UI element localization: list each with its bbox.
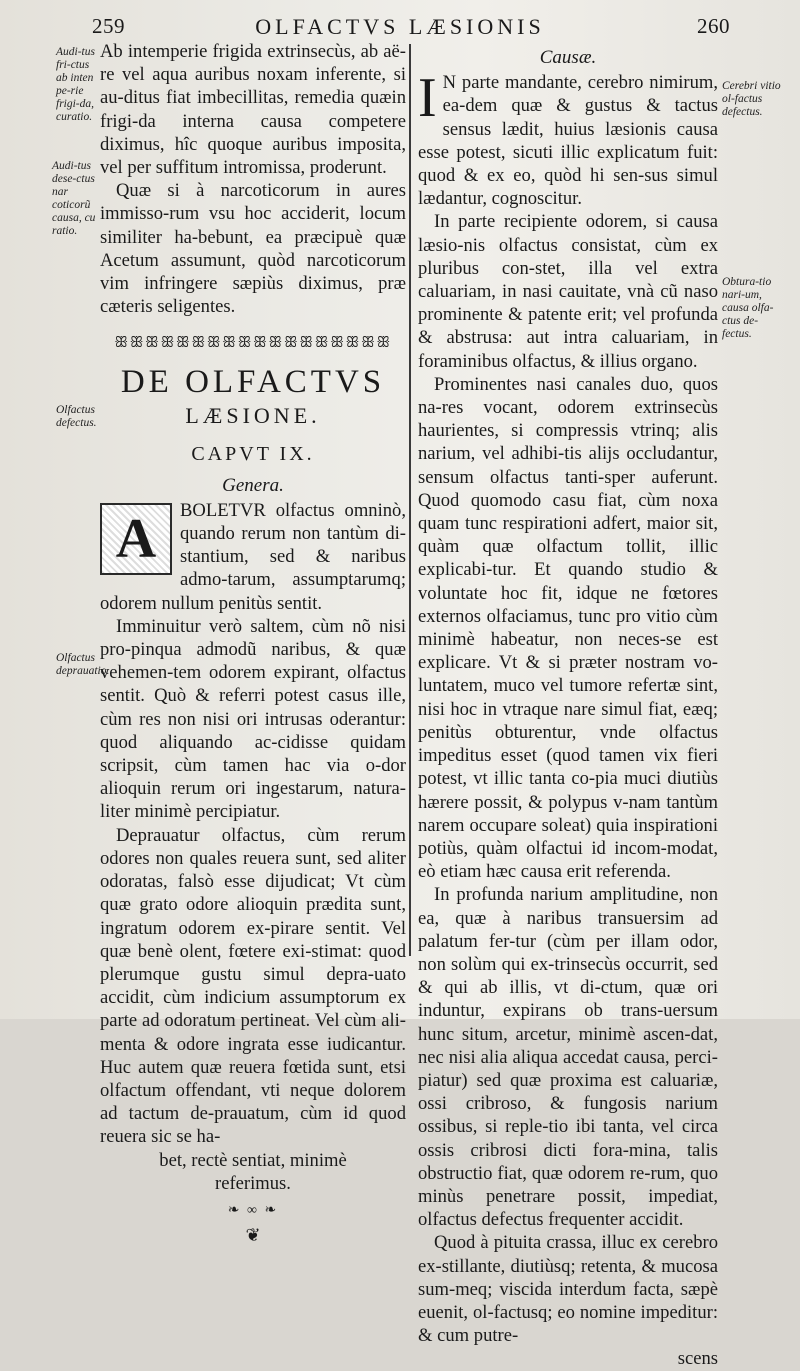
- left-page-number: 259: [92, 14, 125, 38]
- chapter-number: CAPVT IX.: [191, 442, 315, 465]
- right-paragraph-2: In parte recipiente odorem, si causa læsio-nis olfactus consistat, cùm ex pluribus con-stet, illa vel extra caluariam, in nasi cauitate, vnà cũ naso prominente & patente erit; vel profunda & abstrusa: aut intra caluariam, in foraminibus olfactus, & illius organo.: [418, 211, 718, 372]
- right-paragraph-3: Prominentes nasi canales duo, quos na-res vocant, odorem extrinsecùs haurientes, si compressis vtrinq; alis narium, vel adhibi-tis alijs occludantur, sensum olfactus tanti-sper auferunt. Quod quomodo casu fiat, cùm noxa quam tunc respirationi adfert, maior sit, quàm quæ olfactum tollit, illic explicabi-tur. Et quando studio & voluntate hoc fit, idque ne fœtores externos olfaciamus, tunc pro vitio cùm minimè habeatur, non neces-se est explicare. Vt & si præter nostram vo-luntatem, muco vel tumore refertæ sint, nisi hoc in vtraque nare simul fiat, eæq; penitùs obturentur, vnde olfactus impeditus esset (quod tamen vix fieri potest, vt illic tanta co-pia muci diutiùs hærere possit, & polypus v-nam tantùm narem occupare soleat) quia inspirationi potiùs, quàm olfactui id incom-modat, eò etiam hæc causa erit referenda.: [418, 373, 718, 883]
- right-paragraph-4: In profunda narium amplitudine, non ea, quæ à naribus transuersim ad palatum fer-tur (cùm per illam odor, non solùm qui ex-trinsecùs occurrit, sed & qui ab illis, vt di-ctum, quæ ori induntur, expirans ob trans-uersum hunc situm, arcetur, minimè ascen-dat, nec nisi alia aliqua accedat causa, perci-piatur) sed quæ proxima est caluariæ, ossi cribroso, & fungosis narium ossibus, si reple-tio ibi tanta, vel circa ossis cribrosi dicti fora-mina, talis obstructio fiat, quæ odorem re-rum, quo minùs penetrare possit, impediat, olfactus defectus frequenter accidit.: [418, 884, 718, 1231]
- left-paragraph-2: Quæ si à narcoticorum in aures immisso-rum vsu hoc acciderit, locum similiter ha-bebunt, ea præcipuè quæ Acetum assumunt, quòd narcoticorum vim infringere sæpiùs diximus, præ cæteris seligentes.: [100, 180, 406, 318]
- chapter-heading: DE OLFACTVS: [120, 363, 386, 400]
- left-paragraph-5-end-2: referimus.: [215, 1172, 291, 1194]
- margin-note-left-1: Audi-tus fri-ctus ab inten pe-rie frigi-da, curatio.: [56, 46, 95, 123]
- flourish-icon: ❦: [245, 1225, 261, 1246]
- left-paragraph-5: Deprauatur olfactus, cùm rerum odores non quales reuera sunt, sed aliter odoratas, falsò esse dijudicat; Vt cùm quæ grato odore alioquin prædita sunt, ingratum odorem ex-pirare sentit. Vel quæ benè olent, fœtere exi-stimat: quod plerumque gustu simul depra-uato accidit, cùm indicium assumptorum ex parte ad odoratum pertineat. Vel cùm ali-menta & odore ingrata esse iudicantur. Huc autem quæ reuera fœtida sunt, etsi olfactum offendant, vti neque dolorem ad tactum de-prauatum, cùm id quod reuera sic se ha-: [100, 824, 406, 1148]
- end-ornament: ❧ ∞ ❧: [227, 1202, 279, 1218]
- chapter-heading-sub: LÆSIONE.: [185, 402, 321, 428]
- left-paragraph-4: Imminuitur verò saltem, cùm nõ nisi pro-pinqua admodũ naribus, & quæ vehemen-tem odorem expirant, olfactus sentit. Quò & referri potest casus ille, cùm res non nisi ori intrusas oderantur: quod aliquando ac-cidisse quidam scripsit, cùm tamen hac via o-dor alioquin rerum ori ingestarum, natura-liter minimè percipiatur.: [100, 615, 406, 823]
- right-paragraph-1: N parte mandante, cerebro nimirum, ea-dem quæ & gustus & tactus sensus lædit, huius læsionis causa esse potest, sicuti illic explicatum fuit: quod & ex eo, quòd hi sen-sus simul lædantur, cognoscitur.: [418, 72, 718, 210]
- left-paragraph-1: Ab intemperie frigida extrinsecùs, ab aë-re vel aqua auribus noxam inferente, si au-ditus fiat imbecillitas, remedia quæin frigi-da interna causa competere diximus, hîc quoque auribus imposita, vel per suffitum intromissa, proderunt.: [100, 41, 406, 179]
- margin-note-left-2: Audi-tus dese-ctus nar coticorũ causa, cu ratio.: [52, 160, 96, 237]
- initial-letter: I: [418, 67, 437, 130]
- margin-note-right-2: Obtura-tio nari-um, causa olfa-ctus de-fectus.: [722, 276, 774, 340]
- right-column: [418, 40, 718, 1371]
- left-paragraph-3: BOLETVR olfactus omninò, quando rerum non tantùm di-stantium, sed & naribus admo-tarum, assumptarumq; odorem nullum penitùs sentit.: [100, 499, 406, 614]
- margin-note-left-4: Olfactus deprauatio.: [56, 652, 110, 677]
- ornament-band: ꕥꕥꕥꕥꕥꕥꕥꕥꕥꕥꕥꕥꕥꕥꕥꕥꕥꕥ: [114, 335, 392, 352]
- left-paragraph-5-end-1: bet, rectè sentiat, minimè: [159, 1149, 347, 1171]
- margin-note-left-3: Olfactus defectus.: [56, 404, 97, 429]
- running-title: OLFACTVS LÆSIONIS: [255, 14, 545, 39]
- catchword: scens: [677, 1348, 718, 1370]
- margin-note-right-1: Cerebri vitio ol-factus defectus.: [722, 80, 781, 118]
- decorated-initial: A: [100, 503, 172, 575]
- section-title-causae: Causæ.: [539, 47, 597, 68]
- right-page-number: 260: [697, 14, 730, 38]
- column-divider: [409, 44, 411, 956]
- left-column: [100, 40, 406, 1247]
- section-title-genera: Genera.: [222, 474, 284, 496]
- right-paragraph-5: Quod à pituita crassa, illuc ex cerebro ex-stillante, diutiùsq; retenta, & mucosa sum-meq; viscida interdum facta, sæpè euenit, ol-factusq; eo nomine impeditur: & cum putre-: [418, 1232, 718, 1347]
